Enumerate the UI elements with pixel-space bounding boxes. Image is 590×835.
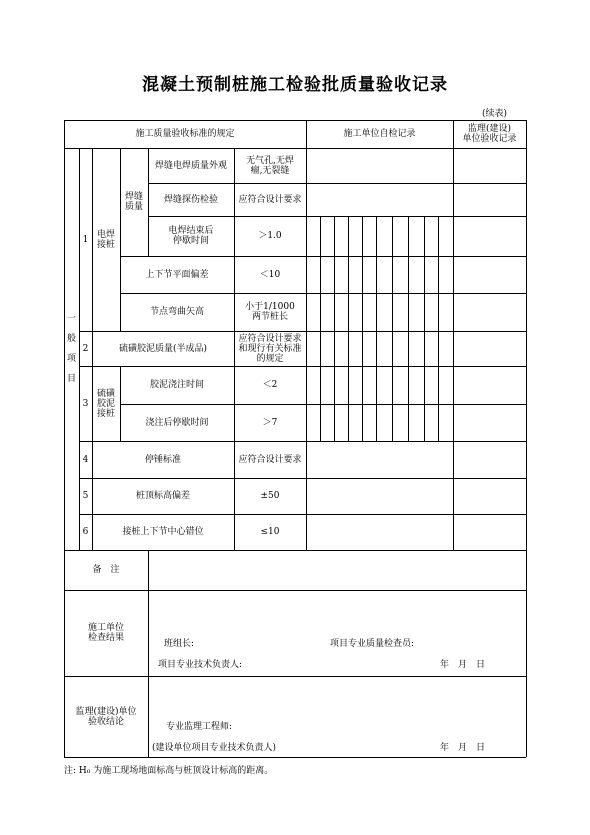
- top-elevation-std: ±50: [260, 491, 280, 501]
- header-supervision: 监理(建设) 单位验收记录: [462, 124, 517, 144]
- header-self-check: 施工单位自检记录: [343, 129, 416, 139]
- sulfur-quality-std: 应符合设计要求 和现行有关标准 的规定: [238, 333, 302, 364]
- pour-time-std: ＜2: [262, 380, 278, 390]
- weld-stop: 电焊结束后 停歇时间: [168, 226, 214, 246]
- item-1-label: 电焊 接桩: [96, 229, 115, 250]
- supervision-label: 监理(建设)单位 验收结论: [75, 706, 137, 727]
- bend-height-std: 小于1/1000 两节桩长: [245, 302, 295, 322]
- construction-label: 施工单位 检查结果: [87, 623, 124, 643]
- table-rule: [408, 216, 409, 441]
- hammer-standard: 停锤标准: [144, 454, 181, 465]
- plane-deviation-std: ＜10: [259, 269, 281, 280]
- table-rule: [334, 216, 335, 441]
- footnote: 注: H₀ 为施工现场地面标高与桩顶设计标高的距离。: [64, 766, 274, 776]
- weld-flaw-std: 应符合设计要求: [238, 194, 302, 205]
- quality-inspector: 项目专业质量检查员:: [330, 639, 415, 649]
- weld-stop-std: ＞1.0: [258, 231, 282, 241]
- weld-quality-label: 焊缝 质量: [124, 192, 143, 212]
- item-number-2: 2: [82, 343, 89, 354]
- header-standard: 施工质量验收标准的规定: [135, 129, 235, 139]
- construction-date: 年 月 日: [440, 660, 486, 670]
- page-title: 混凝土预制桩施工检验批质量验收记录: [142, 75, 448, 95]
- table-rule: [376, 216, 377, 441]
- team-leader: 班组长:: [164, 639, 195, 649]
- supervising-engineer: 专业监理工程师:: [166, 722, 233, 732]
- item-number-6: 6: [82, 527, 89, 537]
- owner-tech-manager: (建设单位项目专业技术负责人): [152, 743, 277, 753]
- table-rule: [453, 120, 454, 550]
- stop-after-pour: 浇注后停歇时间: [145, 417, 209, 428]
- center-offset: 接桩上下节中心错位: [122, 527, 204, 537]
- table-rule: [438, 216, 439, 441]
- section-label: 一 般 项 目: [66, 314, 76, 384]
- plane-deviation: 上下节平面偏差: [145, 269, 209, 280]
- tech-manager: 项目专业技术负责人:: [158, 660, 243, 670]
- item-3-label: 硫磺 胶泥 接桩: [96, 388, 115, 419]
- item-number-5: 5: [82, 491, 89, 501]
- sulfur-quality: 硫磺胶泥质量(半成品): [118, 343, 208, 354]
- pour-time: 胶泥浇注时间: [149, 380, 204, 390]
- table-rule: [424, 216, 425, 441]
- weld-appearance-std: 无气孔,无焊 瘤,无裂缝: [246, 155, 294, 176]
- remarks-label: 备 注: [92, 565, 120, 575]
- top-elevation: 桩顶标高偏差: [135, 491, 190, 501]
- center-offset-std: ≤10: [260, 527, 280, 537]
- item-number-3: 3: [82, 398, 89, 409]
- hammer-standard-std: 应符合设计要求: [238, 454, 302, 465]
- item-number-4: 4: [82, 454, 89, 465]
- weld-flaw: 焊缝探伤检验: [163, 194, 218, 205]
- supervision-date: 年 月 日: [440, 743, 486, 753]
- table-rule: [526, 120, 527, 757]
- item-number-1: 1: [82, 234, 89, 245]
- weld-appearance: 焊缝电焊质量外观: [154, 160, 227, 171]
- table-rule: [148, 550, 149, 757]
- table-rule: [306, 120, 307, 550]
- table-rule: [320, 216, 321, 441]
- table-rule: [348, 216, 349, 441]
- table-rule: [64, 757, 526, 758]
- bend-height: 节点弯曲矢高: [149, 307, 204, 317]
- stop-after-pour-std: ＞7: [262, 417, 278, 428]
- continued-label: (续表): [482, 109, 508, 119]
- table-rule: [362, 216, 363, 441]
- table-rule: [392, 216, 393, 441]
